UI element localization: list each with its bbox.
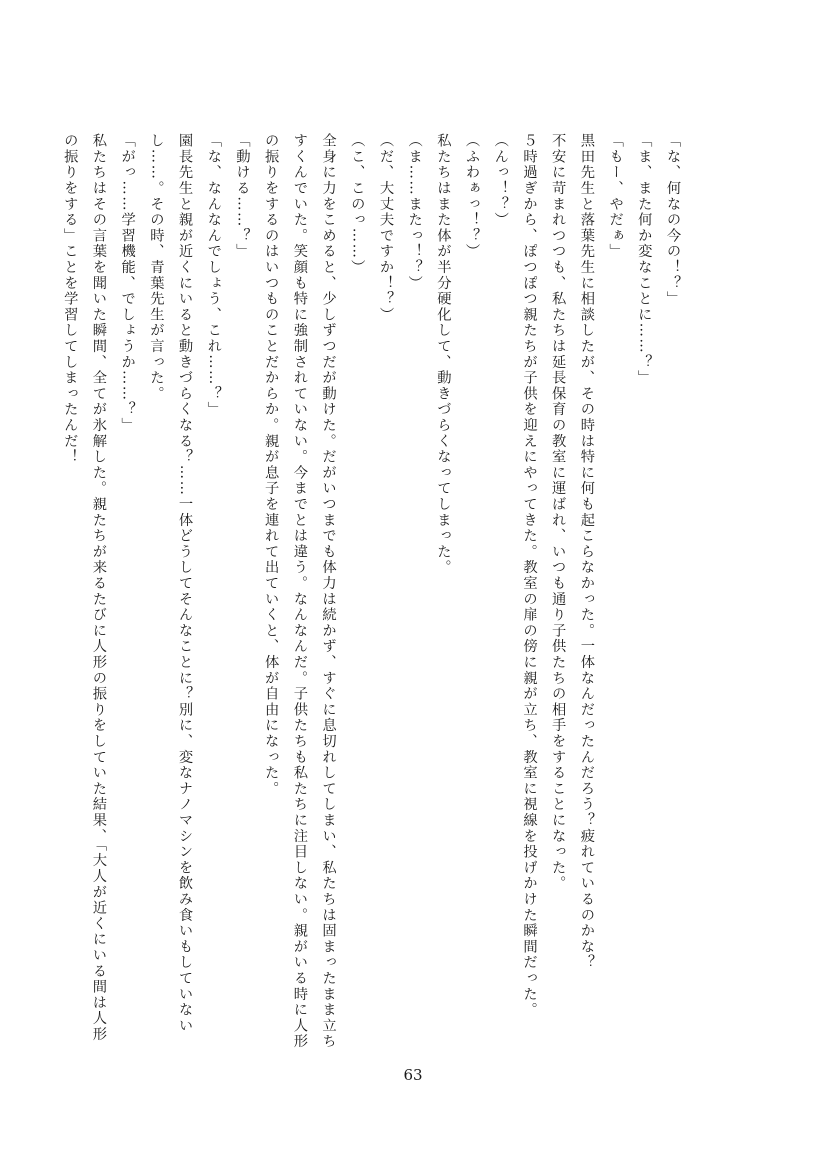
text-line: 全身に力をこめると、少しずつだが動けた。だがいつまでも体力は続かず、すぐに息切れしてしまい、私たちは固まったまま立ちすくんでいた。笑顔も特に強制されていない。今までとは違う。なんなんだ。子供たちも私たちに注目しない。親がいる時に人形の振りをするのはいつものことだからか。親が息子を連れて出ていくと、体が自由になった。 bbox=[263, 133, 337, 1050]
text-line: 黒田先生と落葉先生に相談したが、その時は特に何も起こらなかった。一体なんだったんだろう？疲れているのかな？ bbox=[578, 133, 595, 971]
text-line: 不安に苛まれつつも、私たちは延長保育の教室に運ばれ、いつも通り子供たちの相手をすることになった。 bbox=[550, 133, 567, 892]
text-line: 私たちはまた体が半分硬化して、動きづらくなってしまった。 bbox=[435, 133, 452, 576]
vertical-text-body bbox=[56, 133, 687, 1051]
text-line: 私たちはその言葉を聞いた瞬間、全てが氷解した。親たちが来るたびに人形の振りをしていた結果、「大人が近くにいる間は人形の振りをする」ことを学習してしまったんだ！ bbox=[62, 133, 107, 1043]
text-line: ５時過ぎから、ぽつぽつ親たちが子供を迎えにやってきた。教室の扉の傍に親が立ち、教室に視線を投げかけた瞬間だった。 bbox=[521, 133, 538, 1018]
text-line: 「ま、また何か変なことに……？」 bbox=[636, 133, 653, 386]
text-line: 「がっ……学習機能、でしょうか……？」 bbox=[119, 133, 136, 434]
text-line: 「もー、やだぁ」 bbox=[607, 133, 624, 260]
text-line: 「な、なんなんでしょう、これ……？」 bbox=[205, 133, 222, 418]
text-line: （ふわぁっ！？） bbox=[464, 133, 481, 260]
text-line: 「な、何なの今の！？」 bbox=[665, 133, 681, 307]
page-number: 63 bbox=[403, 1066, 423, 1084]
text-line: 園長先生と親が近くにいると動きづらくなる？……一体どうしてそんなことに？別に、変なナノマシンを飲み食いもしていないし……。その時、青葉先生が言った。 bbox=[148, 133, 194, 1034]
text-line: （んっ！？） bbox=[492, 133, 509, 228]
text-line: 「動ける……？」 bbox=[234, 133, 251, 260]
text-line: （こ、このっ……） bbox=[349, 133, 366, 276]
text-line: （だ、大丈夫ですか！？） bbox=[377, 133, 394, 323]
text-line: （ま……またっ！？） bbox=[406, 133, 423, 291]
